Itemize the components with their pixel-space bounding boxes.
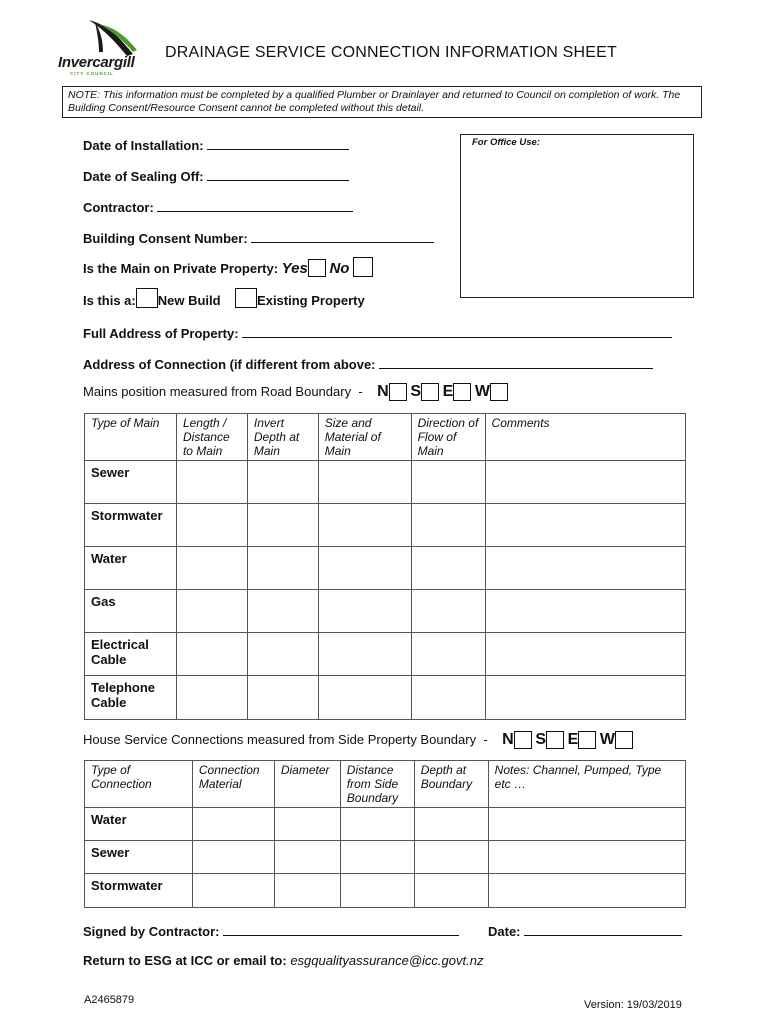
house-east-label: E	[567, 731, 579, 748]
new-build-checkbox[interactable]	[136, 288, 158, 308]
table-row	[85, 504, 686, 547]
mains-row-label: Telephone Cable	[85, 676, 177, 720]
yes-label: Yes	[281, 260, 308, 277]
table-cell[interactable]	[485, 676, 685, 720]
table-cell[interactable]	[485, 590, 685, 633]
house-heading-text: House Service Connections measured from Side Property Boundary	[83, 732, 477, 747]
house-row-label: Sewer	[85, 841, 193, 874]
table-cell[interactable]	[488, 841, 685, 874]
table-cell[interactable]	[176, 590, 247, 633]
signed-label: Signed by Contractor:	[83, 924, 220, 939]
mains-row-label: Sewer	[85, 461, 177, 504]
note-box: NOTE: This information must be completed by a qualified Plumber or Drainlayer and returned to Council on completion of work. The Building Consent/Resource Consent cannot be completed without this detail.	[62, 86, 702, 118]
table-cell[interactable]	[485, 547, 685, 590]
connection-address-line[interactable]	[379, 356, 653, 369]
house-header-cell: Type of Connection	[85, 761, 193, 808]
table-row	[85, 841, 686, 874]
table-row	[85, 874, 686, 908]
table-cell[interactable]	[411, 590, 485, 633]
mains-header-cell: Length / Distance to Main	[176, 414, 247, 461]
house-north-label: N	[502, 731, 514, 748]
full-address-label: Full Address of Property:	[83, 326, 239, 341]
table-cell[interactable]	[247, 590, 318, 633]
mains-header-cell: Invert Depth at Main	[247, 414, 318, 461]
mains-header-cell: Comments	[485, 414, 685, 461]
table-cell[interactable]	[176, 504, 247, 547]
table-cell[interactable]	[318, 547, 411, 590]
table-cell[interactable]	[274, 874, 340, 908]
table-cell[interactable]	[411, 547, 485, 590]
house-header-row	[85, 761, 686, 808]
table-row	[85, 590, 686, 633]
table-cell[interactable]	[176, 633, 247, 676]
existing-property-checkbox[interactable]	[235, 288, 257, 308]
connection-address-field	[83, 356, 653, 372]
house-table	[84, 760, 686, 908]
table-cell[interactable]	[318, 633, 411, 676]
signed-field	[83, 923, 459, 939]
contractor-line[interactable]	[157, 199, 353, 212]
table-cell[interactable]	[411, 676, 485, 720]
table-cell[interactable]	[411, 633, 485, 676]
mains-north-label: N	[377, 383, 389, 400]
table-cell[interactable]	[340, 841, 414, 874]
house-north-checkbox[interactable]	[514, 731, 532, 749]
mains-header-cell: Type of Main	[85, 414, 177, 461]
table-cell[interactable]	[318, 504, 411, 547]
contractor-field	[83, 199, 353, 215]
office-use-label: For Office Use:	[472, 137, 540, 148]
house-header-cell: Connection Material	[192, 761, 274, 808]
date-label: Date:	[488, 924, 521, 939]
build-type-field	[83, 288, 365, 308]
house-header-cell: Notes: Channel, Pumped, Type etc …	[488, 761, 685, 808]
mains-table	[84, 413, 686, 720]
version-label: Version: 19/03/2019	[584, 999, 682, 1011]
mains-heading-text: Mains position measured from Road Boundary	[83, 384, 352, 399]
house-header-cell: Diameter	[274, 761, 340, 808]
new-build-label: New Build	[157, 293, 221, 308]
table-cell[interactable]	[192, 808, 274, 841]
table-cell[interactable]	[274, 808, 340, 841]
house-row-label: Stormwater	[85, 874, 193, 908]
mains-south-checkbox[interactable]	[421, 383, 439, 401]
house-header-cell: Distance from Side Boundary	[340, 761, 414, 808]
mains-east-checkbox[interactable]	[453, 383, 471, 401]
mains-row-label: Stormwater	[85, 504, 177, 547]
table-row	[85, 808, 686, 841]
table-cell[interactable]	[485, 633, 685, 676]
table-cell[interactable]	[192, 874, 274, 908]
table-cell[interactable]	[247, 547, 318, 590]
mains-west-checkbox[interactable]	[490, 383, 508, 401]
table-cell[interactable]	[488, 808, 685, 841]
existing-property-label: Existing Property	[257, 293, 365, 308]
table-cell[interactable]	[176, 461, 247, 504]
date-field	[488, 923, 682, 939]
installation-label: Date of Installation:	[83, 138, 204, 153]
installation-date-field	[83, 137, 349, 153]
house-south-label: S	[535, 731, 546, 748]
table-row	[85, 676, 686, 720]
mains-dash: -	[358, 384, 363, 399]
table-cell[interactable]	[318, 590, 411, 633]
table-cell[interactable]	[247, 504, 318, 547]
table-cell[interactable]	[414, 808, 488, 841]
mains-north-checkbox[interactable]	[389, 383, 407, 401]
logo-swoosh-icon	[81, 18, 141, 58]
table-cell[interactable]	[485, 461, 685, 504]
sealing-date-field	[83, 168, 349, 184]
office-use-box	[460, 134, 694, 298]
consent-line[interactable]	[251, 230, 434, 243]
private-property-field	[83, 257, 373, 277]
house-dash: -	[483, 732, 488, 747]
house-south-checkbox[interactable]	[546, 731, 564, 749]
consent-label: Building Consent Number:	[83, 231, 248, 246]
logo-subtitle: CITY COUNCIL	[70, 71, 114, 76]
mains-header-row	[85, 414, 686, 461]
email-link[interactable]: esgqualityassurance@icc.govt.nz	[290, 953, 484, 968]
sealing-label: Date of Sealing Off:	[83, 169, 204, 184]
contractor-label: Contractor:	[83, 200, 154, 215]
table-cell[interactable]	[274, 841, 340, 874]
date-line[interactable]	[524, 923, 682, 936]
document-reference: A2465879	[84, 994, 135, 1006]
mains-west-label: W	[474, 383, 491, 400]
return-label: Return to ESG at ICC or email to:	[83, 953, 287, 968]
mains-row-label: Electrical Cable	[85, 633, 177, 676]
mains-header-cell: Size and Material of Main	[318, 414, 411, 461]
logo-name: Invercargill	[58, 54, 135, 71]
table-row	[85, 547, 686, 590]
installation-date-line[interactable]	[207, 137, 349, 150]
table-cell[interactable]	[176, 676, 247, 720]
table-cell[interactable]	[411, 504, 485, 547]
mains-row-label: Gas	[85, 590, 177, 633]
table-cell[interactable]	[485, 504, 685, 547]
signature-line[interactable]	[223, 923, 459, 936]
mains-south-label: S	[410, 383, 421, 400]
consent-field	[83, 230, 434, 246]
mains-east-label: E	[442, 383, 454, 400]
house-header-cell: Depth at Boundary	[414, 761, 488, 808]
table-cell[interactable]	[318, 676, 411, 720]
mains-row-label: Water	[85, 547, 177, 590]
house-east-checkbox[interactable]	[578, 731, 596, 749]
table-cell[interactable]	[247, 676, 318, 720]
house-row-label: Water	[85, 808, 193, 841]
table-cell[interactable]	[247, 633, 318, 676]
council-logo	[56, 18, 146, 80]
no-label: No	[329, 260, 350, 277]
full-address-field	[83, 325, 672, 341]
table-cell[interactable]	[411, 461, 485, 504]
table-cell[interactable]	[414, 874, 488, 908]
mains-header-cell: Direction of Flow of Main	[411, 414, 485, 461]
table-cell[interactable]	[414, 841, 488, 874]
table-row	[85, 633, 686, 676]
table-cell[interactable]	[340, 808, 414, 841]
table-cell[interactable]	[340, 874, 414, 908]
table-cell[interactable]	[488, 874, 685, 908]
house-heading	[83, 731, 633, 749]
house-west-label: W	[599, 731, 616, 748]
page-title: DRAINAGE SERVICE CONNECTION INFORMATION SHEET	[165, 44, 618, 61]
table-cell[interactable]	[318, 461, 411, 504]
full-address-line[interactable]	[242, 325, 672, 338]
house-west-checkbox[interactable]	[615, 731, 633, 749]
table-cell[interactable]	[247, 461, 318, 504]
yes-checkbox[interactable]	[308, 259, 326, 277]
is-this-label: Is this a:	[83, 293, 136, 308]
table-row	[85, 461, 686, 504]
private-property-label: Is the Main on Private Property:	[83, 261, 279, 276]
return-line	[83, 953, 483, 968]
mains-heading	[83, 383, 508, 401]
table-cell[interactable]	[192, 841, 274, 874]
table-cell[interactable]	[176, 547, 247, 590]
connection-address-label: Address of Connection (if different from above:	[83, 357, 376, 372]
no-checkbox[interactable]	[353, 257, 373, 277]
sealing-date-line[interactable]	[207, 168, 349, 181]
